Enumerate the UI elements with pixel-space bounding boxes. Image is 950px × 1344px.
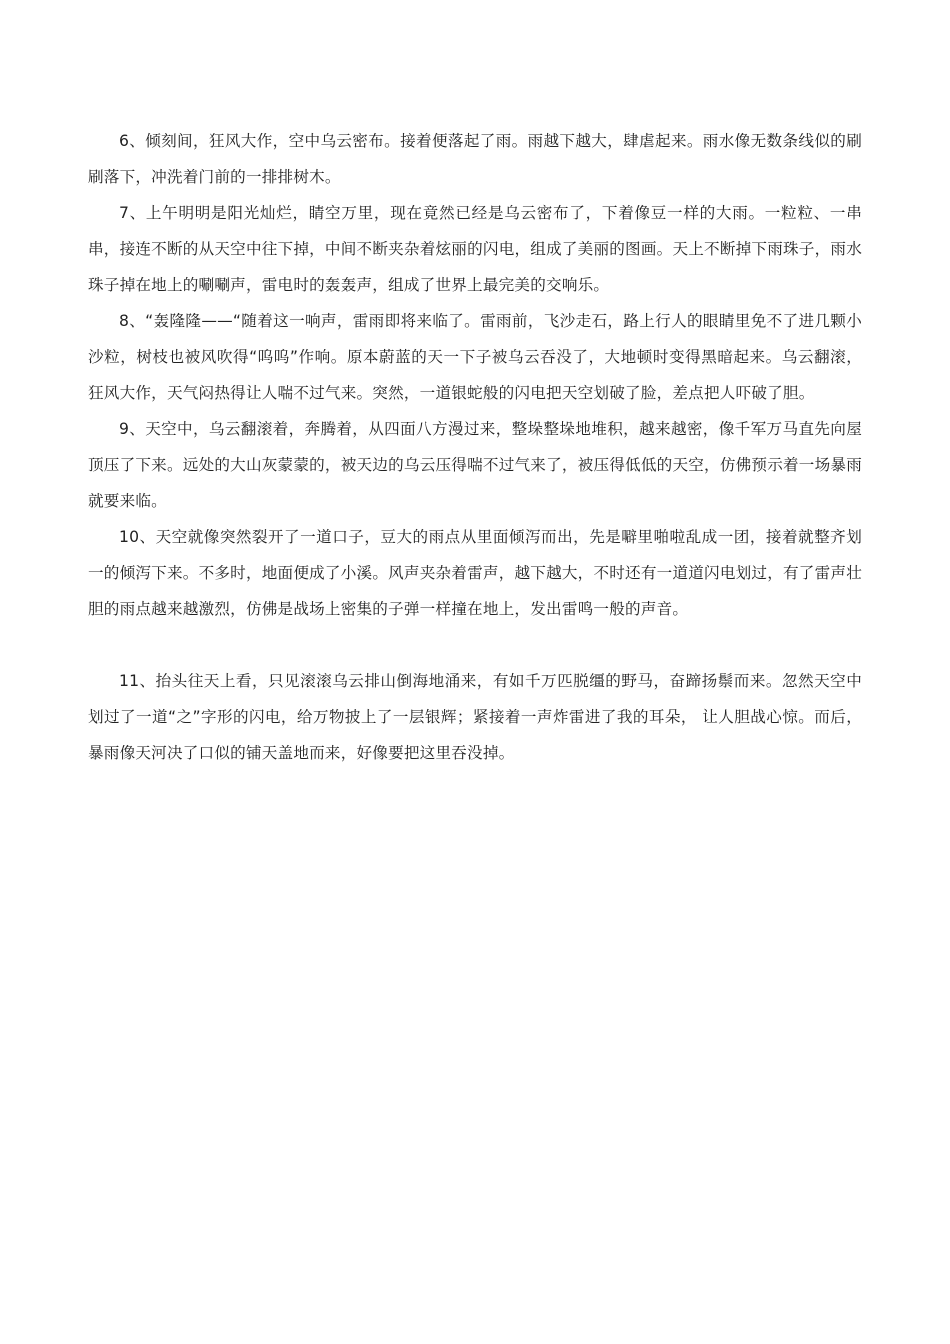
paragraph-6: 6、倾刻间，狂风大作，空中乌云密布。接着便落起了雨。雨越下越大，肆虐起来。雨水像无数条线似的刷刷落下，冲洗着门前的一排排树木。 — [88, 132, 862, 186]
paragraph-9: 9、天空中，乌云翻滚着，奔腾着，从四面八方漫过来，整垛整垛地堆积，越来越密，像千军万马直先向屋顶压了下来。远处的大山灰蒙蒙的，被天边的乌云压得喘不过气来了，被压得低低的天空，仿佛预示着一场暴雨就要来临。 — [88, 420, 862, 510]
paragraph-10: 10、天空就像突然裂开了一道口子，豆大的雨点从里面倾泻而出，先是噼里啪啦乱成一团，接着就整齐划一的倾泻下来。不多时，地面便成了小溪。风声夹杂着雷声，越下越大，不时还有一道道闪电划过，有了雷声壮胆的雨点越来越激烈，仿佛是战场上密集的子弹一样撞在地上，发出雷鸣一般的声音。 — [88, 528, 862, 618]
paragraph-11: 11、抬头往天上看，只见滚滚乌云排山倒海地涌来，有如千万匹脱缰的野马，奋蹄扬鬃而来。忽然天空中划过了一道“之”字形的闪电，给万物披上了一层银辉；紧接着一声炸雷进了我的耳朵， 让人胆战心惊。而后，暴雨像天河决了口似的铺天盖地而来，好像要把这里吞没掉。 — [88, 672, 862, 762]
paragraph-8: 8、“轰隆隆——“随着这一响声，雷雨即将来临了。雷雨前，飞沙走石，路上行人的眼睛里免不了进几颗小沙粒，树枝也被风吹得“呜呜”作响。原本蔚蓝的天一下子被乌云吞没了，大地顿时变得黑暗起来。乌云翻滚，狂风大作，天气闷热得让人喘不过气来。突然，一道银蛇般的闪电把天空划破了脸，差点把人吓破了胆。 — [88, 312, 862, 402]
paragraph-7: 7、上午明明是阳光灿烂，睛空万里，现在竟然已经是乌云密布了，下着像豆一样的大雨。一粒粒、一串串，接连不断的从天空中往下掉，中间不断夹杂着炫丽的闪电，组成了美丽的图画。天上不断掉下雨珠子，雨水珠子掉在地上的唰唰声，雷电时的轰轰声，组成了世界上最完美的交响乐。 — [88, 204, 862, 294]
